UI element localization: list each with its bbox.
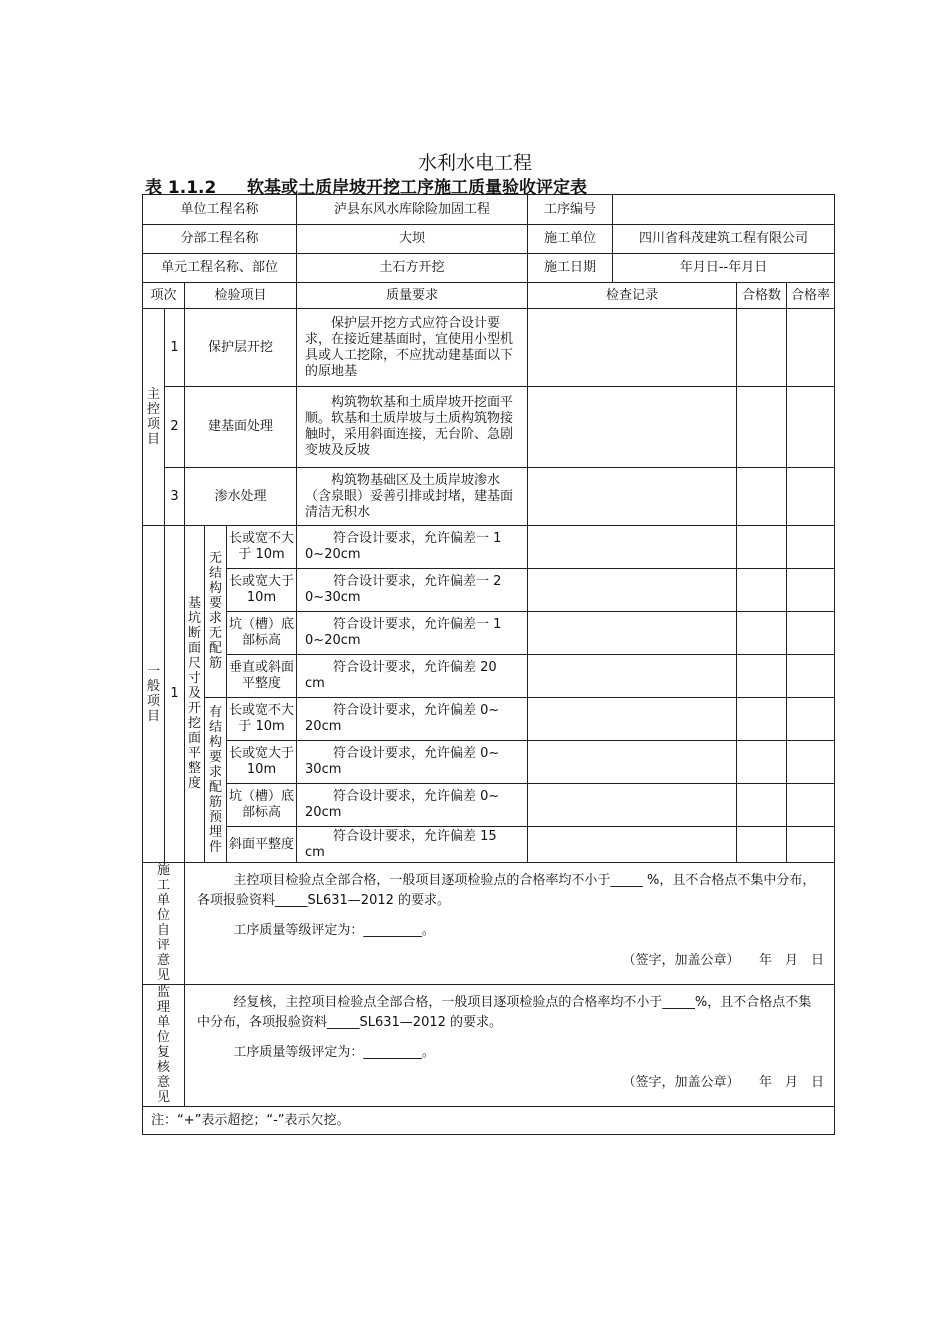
check-record-cell[interactable] (528, 526, 737, 569)
table-row (143, 784, 835, 827)
col-record: 检查记录 (528, 283, 737, 309)
self-eval-sign: （签字，加盖公章） 年 月 日 (622, 953, 825, 968)
main-item-requirement: 构筑物软基和土质岸坡开挖面平顺。软基和土质岸坡与土质构筑物接触时，采用斜面连接，无台阶、急剧变坡及反坡 (297, 387, 528, 468)
sub-item-requirement: 符合设计要求，允许偏差 0~ 20cm (297, 784, 528, 827)
main-item-requirement: 构筑物基础区及土质岸坡渗水（含泉眼）妥善引排或封堵，建基面清洁无积水 (297, 468, 528, 526)
main-item-no: 3 (165, 468, 185, 526)
pass-count-cell[interactable] (737, 612, 787, 655)
pass-count-cell[interactable] (737, 569, 787, 612)
check-record-cell[interactable] (528, 784, 737, 827)
table-row (143, 526, 835, 569)
col-pass-count: 合格数 (737, 283, 787, 309)
table-row (143, 741, 835, 784)
pass-count-cell[interactable] (737, 387, 787, 468)
sub-item-requirement: 符合设计要求，允许偏差 15 cm (297, 827, 528, 863)
supervision-label: 监理单位复核意见 (143, 985, 185, 1107)
check-record-cell[interactable] (528, 387, 737, 468)
check-record-cell[interactable] (528, 612, 737, 655)
check-record-cell[interactable] (528, 309, 737, 387)
sub-item-name: 长或宽大于 10m (227, 569, 297, 612)
division-value[interactable]: 大坝 (297, 225, 528, 254)
check-record-cell[interactable] (528, 827, 737, 863)
pass-rate-cell[interactable] (787, 784, 835, 827)
general-item-name: 基坑断面尺寸及开挖面平整度 (185, 526, 205, 863)
constructor-value[interactable]: 四川省科茂建筑工程有限公司 (639, 231, 809, 246)
table-row (143, 698, 835, 741)
table-number: 表 1.1.2 (145, 178, 217, 198)
pass-count-cell[interactable] (737, 698, 787, 741)
sub-item-requirement: 符合设计要求，允许偏差一 2 0~30cm (297, 569, 528, 612)
sub-item-name: 坑（槽）底部标高 (227, 612, 297, 655)
unit-project-label: 单位工程名称 (143, 195, 297, 225)
check-record-cell[interactable] (528, 698, 737, 741)
pass-rate-cell[interactable] (787, 309, 835, 387)
sub-item-name: 长或宽不大于 10m (227, 526, 297, 569)
table-row (143, 612, 835, 655)
document-header: 水利水电工程 (417, 152, 532, 174)
pass-count-cell[interactable] (737, 827, 787, 863)
process-no-label: 工序编号 (528, 195, 613, 224)
pass-count-cell[interactable] (737, 309, 787, 387)
supervision-row (143, 985, 835, 1107)
table-row (143, 387, 835, 468)
pass-rate-cell[interactable] (787, 698, 835, 741)
element-label: 单元工程名称、部位 (143, 254, 297, 283)
general-subgroup-a: 无结构要求无配筋 (205, 526, 227, 698)
date-value[interactable]: 年月日--年月日 (679, 260, 768, 275)
footnote: 注：“+”表示超挖；“-”表示欠挖。 (143, 1107, 835, 1135)
element-value[interactable]: 土石方开挖 (297, 254, 528, 283)
self-eval-grade: 工序质量等级评定为：_________。 (233, 923, 435, 938)
date-label: 施工日期 (528, 254, 613, 282)
sub-item-requirement: 符合设计要求，允许偏差 0~ 20cm (297, 698, 528, 741)
evaluation-table (142, 194, 835, 1135)
sub-item-name: 长或宽大于 10m (227, 741, 297, 784)
pass-rate-cell[interactable] (787, 827, 835, 863)
process-no-value[interactable] (613, 195, 834, 224)
check-record-cell[interactable] (528, 569, 737, 612)
pass-count-cell[interactable] (737, 655, 787, 698)
main-item-no: 1 (165, 309, 185, 387)
table-row (143, 655, 835, 698)
supervision-text: 经复核，主控项目检验点全部合格，一般项目逐项检验点的合格率均不小于_____%，且不合格点不集中分布，各项报验资料_____SL631—2012 的要求。 (197, 995, 812, 1030)
main-item-name: 渗水处理 (185, 468, 297, 526)
table-row (143, 827, 835, 863)
sub-item-requirement: 符合设计要求，允许偏差 0~ 30cm (297, 741, 528, 784)
pass-rate-cell[interactable] (787, 468, 835, 526)
main-item-name: 建基面处理 (185, 387, 297, 468)
sub-item-name: 长或宽不大于 10m (227, 698, 297, 741)
main-item-requirement: 保护层开挖方式应符合设计要求，在接近建基面时，宜使用小型机具或人工挖除，不应扰动建基面以下的原地基 (297, 309, 528, 387)
col-requirement: 质量要求 (297, 283, 528, 309)
self-eval-opinion[interactable] (185, 863, 835, 985)
supervision-opinion[interactable] (185, 985, 835, 1107)
pass-rate-cell[interactable] (787, 526, 835, 569)
check-record-cell[interactable] (528, 655, 737, 698)
main-group-label: 主控项目 (143, 309, 165, 526)
supervision-sign: （签字，加盖公章） 年 月 日 (622, 1075, 825, 1090)
constructor-label: 施工单位 (528, 225, 613, 253)
general-subgroup-b: 有结构要求配筋预埋件 (205, 698, 227, 863)
pass-rate-cell[interactable] (787, 741, 835, 784)
pass-rate-cell[interactable] (787, 655, 835, 698)
sub-item-name: 坑（槽）底部标高 (227, 784, 297, 827)
table-row (143, 468, 835, 526)
main-item-no: 2 (165, 387, 185, 468)
sub-item-name: 斜面平整度 (227, 827, 297, 863)
pass-count-cell[interactable] (737, 526, 787, 569)
form-title-text: 软基或土质岸坡开挖工序施工质量验收评定表 (247, 178, 587, 198)
general-item-no: 1 (165, 526, 185, 863)
sub-item-requirement: 符合设计要求，允许偏差 20 cm (297, 655, 528, 698)
pass-count-cell[interactable] (737, 468, 787, 526)
sub-item-requirement: 符合设计要求，允许偏差一 1 0~20cm (297, 612, 528, 655)
main-item-name: 保护层开挖 (185, 309, 297, 387)
col-item: 检验项目 (185, 283, 297, 309)
col-pass-rate: 合格率 (787, 283, 835, 309)
unit-project-value[interactable]: 泸县东风水库除险加固工程 (297, 195, 528, 225)
general-group-label: 一般项目 (143, 526, 165, 863)
check-record-cell[interactable] (528, 741, 737, 784)
col-seq: 项次 (143, 283, 185, 309)
pass-rate-cell[interactable] (787, 387, 835, 468)
table-row (143, 569, 835, 612)
check-record-cell[interactable] (528, 468, 737, 526)
self-eval-row (143, 863, 835, 985)
self-eval-label: 施工单位自评意见 (143, 863, 185, 985)
sub-item-name: 垂直或斜面平整度 (227, 655, 297, 698)
sub-item-requirement: 符合设计要求，允许偏差一 1 0~20cm (297, 526, 528, 569)
pass-rate-cell[interactable] (787, 569, 835, 612)
self-eval-text: 主控项目检验点全部合格，一般项目逐项检验点的合格率均不小于_____ %，且不合格点不集中分布，各项报验资料_____SL631—2012 的要求。 (197, 873, 816, 908)
pass-rate-cell[interactable] (787, 612, 835, 655)
division-label: 分部工程名称 (143, 225, 297, 254)
pass-count-cell[interactable] (737, 741, 787, 784)
table-row (143, 309, 835, 387)
supervision-grade: 工序质量等级评定为：_________。 (233, 1045, 435, 1060)
pass-count-cell[interactable] (737, 784, 787, 827)
